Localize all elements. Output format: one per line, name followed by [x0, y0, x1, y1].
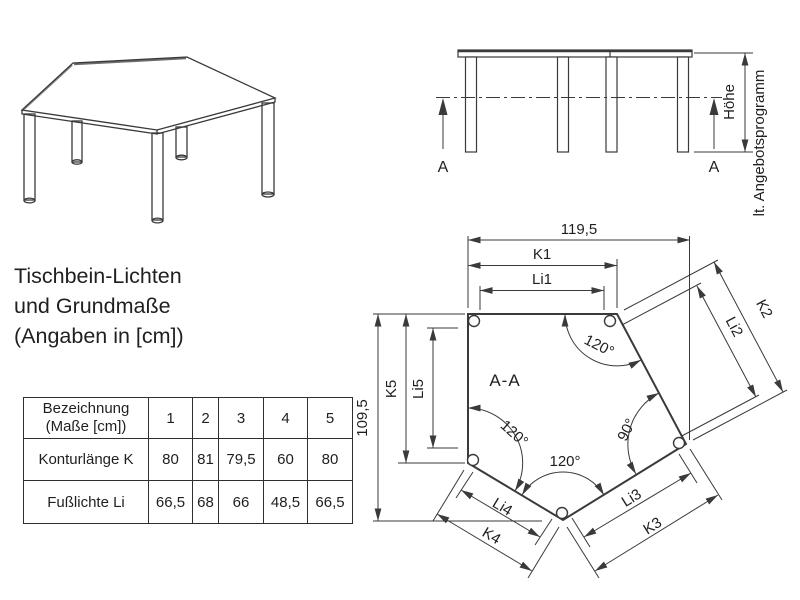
- table-header-row: [24, 398, 353, 439]
- side-tabletop: [458, 50, 692, 57]
- k2-label: K2: [752, 296, 776, 321]
- k1-label: K1: [532, 246, 552, 263]
- drawing-title-line1: Tischbein-Lichten: [14, 264, 182, 288]
- iso-leg-right: [262, 103, 274, 197]
- iso-leg-left: [24, 114, 35, 203]
- li5-label: Li5: [410, 378, 427, 400]
- iso-leg-center: [152, 133, 163, 223]
- fuss-value-2: 68: [193, 481, 219, 524]
- col-header-4: 4: [264, 398, 308, 439]
- drawing-title: [14, 261, 184, 351]
- kontur-value-1: 80: [149, 439, 193, 481]
- section-title: A-A: [489, 371, 521, 390]
- k4-label: K4: [479, 524, 504, 549]
- li1-label: Li1: [531, 271, 553, 288]
- fuss-value-5: 66,5: [308, 481, 353, 524]
- li4-label: Li4: [489, 494, 516, 520]
- col-header-5: 5: [308, 398, 353, 439]
- row-label-fusslichte: Fußlichte Li: [24, 481, 149, 524]
- height-label: Höhe: [721, 84, 738, 120]
- overall-width-label: 119,5: [560, 221, 598, 238]
- dimension-table: [23, 397, 353, 524]
- table-row-kontur: [24, 439, 353, 481]
- drawing-title-line3: (Angaben in [cm]): [14, 324, 184, 348]
- col-header-1: 1: [149, 398, 193, 439]
- side-view: [436, 50, 768, 216]
- section-label-left: A: [437, 159, 449, 176]
- kontur-value-4: 60: [264, 439, 308, 481]
- li2-label: Li2: [721, 314, 747, 340]
- angle-left-label: 120°: [496, 416, 532, 451]
- plan-contour: [468, 314, 686, 520]
- fuss-value-4: 48,5: [264, 481, 308, 524]
- header-label-line2: (Maße [cm]): [45, 418, 127, 435]
- fuss-value-1: 66,5: [149, 481, 193, 524]
- k5-label: K5: [383, 379, 400, 399]
- row-label-konturlaenge: Konturlänge K: [24, 439, 149, 481]
- table-row-fusslichte: [24, 481, 353, 524]
- drawing-title-line2: und Grundmaße: [14, 294, 171, 318]
- fuss-value-3: 66: [219, 481, 264, 524]
- iso-leg-back-right: [176, 127, 187, 160]
- col-header-3: 3: [219, 398, 264, 439]
- offer-program-note: lt. Angebotsprogramm: [751, 69, 768, 217]
- kontur-value-5: 80: [308, 439, 353, 481]
- k3-label: K3: [640, 514, 665, 539]
- section-label-right: A: [708, 159, 720, 176]
- plan-view: [354, 221, 787, 578]
- overall-depth-label: 109,5: [354, 399, 371, 437]
- angle-right-label: 90°: [614, 415, 640, 444]
- iso-leg-back-left: [72, 121, 82, 164]
- header-label-line1: Bezeichnung: [42, 400, 130, 417]
- iso-view: [22, 57, 275, 223]
- col-header-2: 2: [193, 398, 219, 439]
- section-arrow-right: [710, 98, 719, 149]
- side-legs: [466, 57, 689, 152]
- table-header-label: [24, 398, 149, 439]
- kontur-value-2: 81: [193, 439, 219, 481]
- section-arrow-left: [439, 98, 448, 149]
- iso-tabletop: [22, 57, 275, 134]
- kontur-value-3: 79,5: [219, 439, 264, 481]
- angle-bottom-label: 120°: [549, 453, 581, 470]
- li3-label: Li3: [618, 485, 645, 511]
- angle-top-label: 120°: [581, 331, 617, 361]
